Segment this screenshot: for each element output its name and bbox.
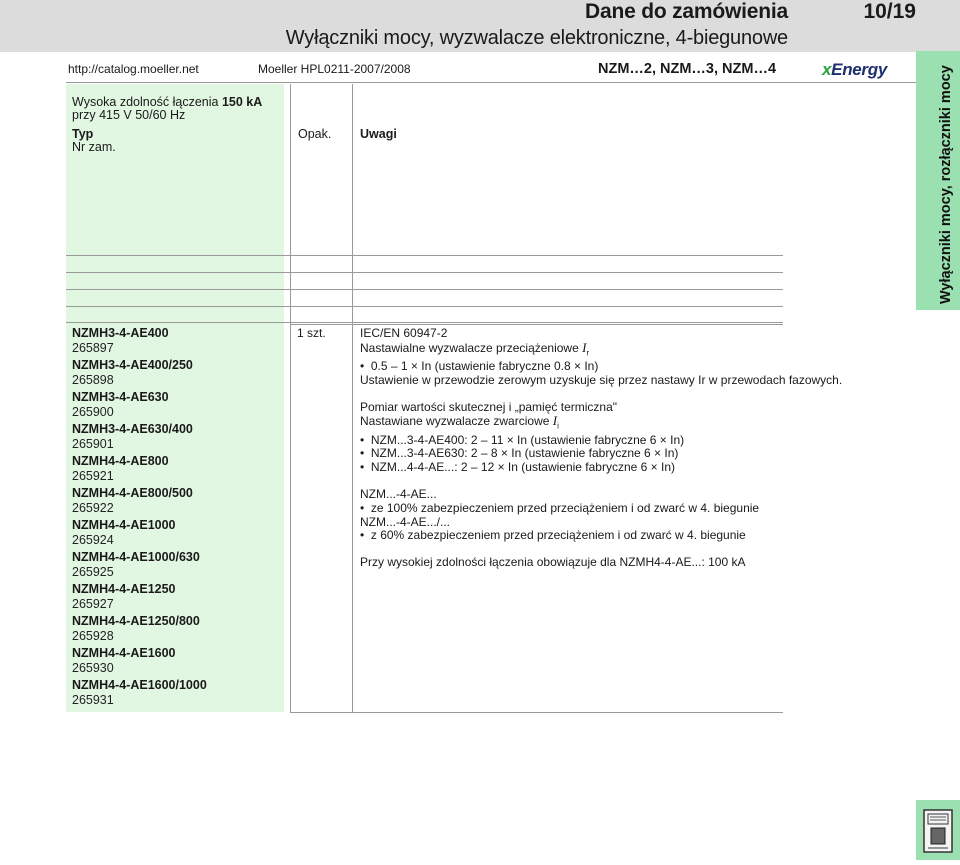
note-thermal-memory: Pomiar wartości skutecznej i „pamięć termiczna" (360, 399, 618, 414)
product-item: NZMH4-4-AE1000 265924 (72, 518, 176, 547)
voltage-info: przy 415 V 50/60 Hz (72, 108, 186, 122)
column-divider (290, 84, 291, 712)
table-bottom-divider (290, 712, 783, 713)
column-notes: Uwagi (360, 127, 397, 141)
column-order-number: Nr zam. (72, 140, 116, 154)
product-item: NZMH4-4-AE1600 265930 (72, 646, 176, 675)
product-item: NZMH4-4-AE1250 265927 (72, 582, 176, 611)
column-packaging: Opak. (298, 127, 332, 141)
note-variant-2-desc: • z 60% zabezpieczeniem przed przeciążeniem i od zwarć w 4. biegunie (360, 528, 746, 543)
row-divider (66, 306, 783, 307)
product-item: NZMH4-4-AE1250/800 265928 (72, 614, 200, 643)
row-divider (66, 322, 783, 323)
product-list (72, 326, 284, 710)
catalog-url[interactable]: http://catalog.moeller.net (68, 62, 199, 76)
note-short-2: • NZM...3-4-AE630: 2 – 8 × In (ustawienie fabryczne 6 × In) (360, 446, 679, 461)
note-high-capacity: Przy wysokiej zdolności łączenia obowiązuje dla NZMH4-4-AE...: 100 kA (360, 555, 746, 570)
product-thumbnail (916, 800, 960, 860)
header-divider (66, 82, 916, 83)
product-item: NZMH4-4-AE800/500 265922 (72, 486, 193, 515)
document-reference: Moeller HPL0211-2007/2008 (258, 62, 411, 76)
breaking-capacity: Wysoka zdolność łączenia 150 kA (72, 95, 263, 109)
product-item: NZMH3-4-AE400/250 265898 (72, 358, 193, 387)
row-divider (66, 289, 783, 290)
column-type: Typ (72, 127, 94, 141)
product-series: NZM…2, NZM…3, NZM…4 (598, 61, 777, 77)
note-variant-1: NZM...-4-AE... (360, 486, 437, 501)
product-item: NZMH4-4-AE1600/1000 265931 (72, 678, 207, 707)
note-short-3: • NZM...4-4-AE...: 2 – 12 × In (ustawienie fabryczne 6 × In) (360, 460, 676, 475)
note-overload-title: Nastawialne wyzwalacze przeciążeniowe $I_r$ (360, 339, 590, 358)
column-divider (352, 84, 353, 712)
product-item: NZMH3-4-AE630/400 265901 (72, 422, 193, 451)
circuit-breaker-icon (916, 800, 960, 860)
notes-top-divider (290, 324, 783, 325)
xenergy-logo: xEnergy (822, 60, 887, 79)
note-short-title: Nastawiane wyzwalacze zwarciowe $I_i$ (360, 413, 559, 431)
note-overload-setting: Ustawienie w przewodzie zerowym uzyskuje się przez nastawy Ir w przewodach fazowych. (360, 372, 843, 387)
page-title: Dane do zamówienia (585, 0, 788, 23)
note-variant-1-desc: • ze 100% zabezpieczeniem przed przeciążeniem i od zwarć w 4. biegunie (360, 500, 760, 515)
page-number: 10/19 (863, 0, 916, 23)
row-divider (66, 255, 783, 256)
notes-block (360, 326, 843, 570)
product-item: NZMH4-4-AE1000/630 265925 (72, 550, 200, 579)
product-item: NZMH3-4-AE630 265900 (72, 390, 169, 419)
note-short-1: • NZM...3-4-AE400: 2 – 11 × In (ustawienie fabryczne 6 × In) (360, 432, 685, 447)
row-divider (66, 272, 783, 273)
product-item: NZMH4-4-AE800 265921 (72, 454, 169, 483)
page-subtitle: Wyłączniki mocy, wyzwalacze elektroniczne, 4-biegunowe (285, 27, 788, 49)
note-overload-range: • 0.5 – 1 × In (ustawienie fabryczne 0.8 × In) (360, 358, 599, 373)
section-tab-label: Wyłączniki mocy, rozłączniki mocy (938, 65, 954, 304)
note-variant-2: NZM...-4-AE.../... (360, 514, 451, 529)
packaging-value: 1 szt. (297, 326, 326, 340)
product-item: NZMH3-4-AE400 265897 (72, 326, 169, 355)
note-standard: IEC/EN 60947-2 (360, 326, 448, 340)
